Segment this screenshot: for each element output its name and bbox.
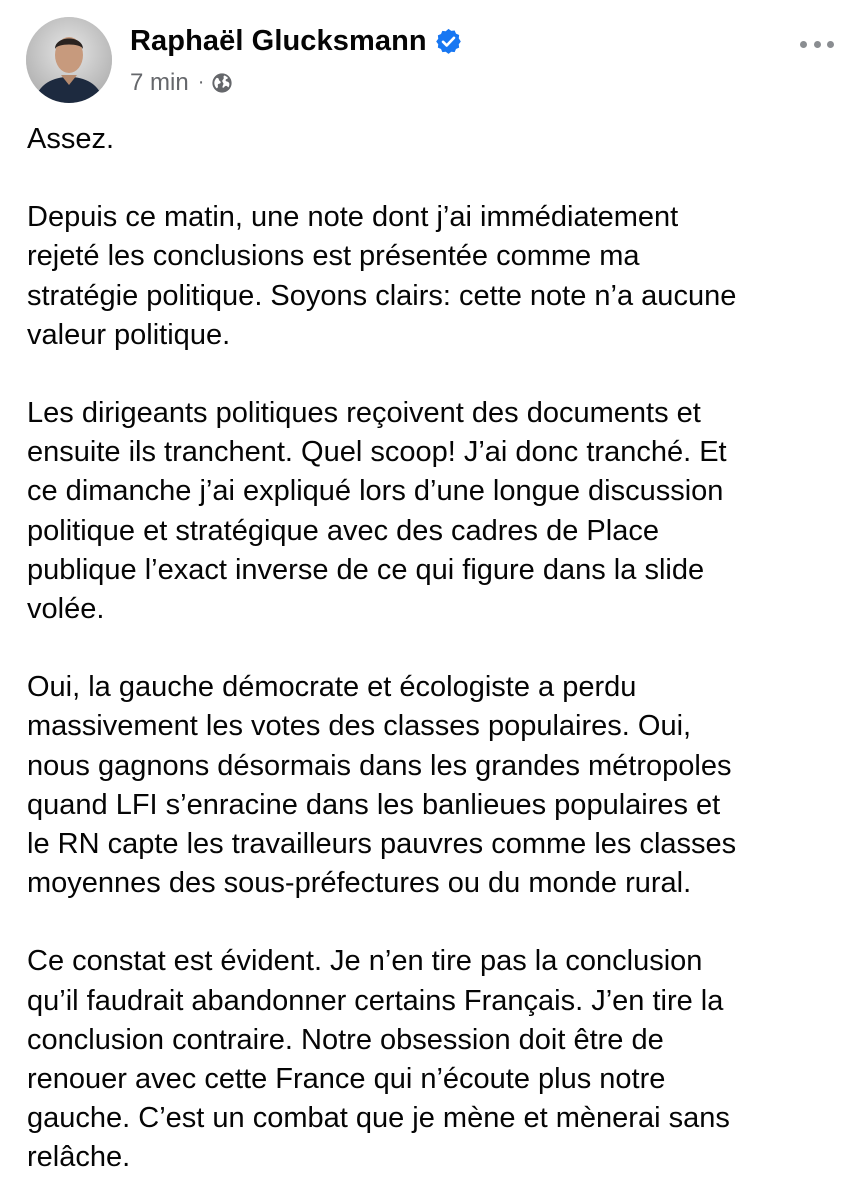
avatar-image <box>26 17 112 103</box>
post-text-line: gauche. C’est un combat que je mène et mènerai sans <box>27 1102 730 1135</box>
post-paragraph <box>27 198 847 355</box>
post-text-line: ensuite ils tranchent. Quel scoop! J’ai donc tranché. Et <box>27 436 727 469</box>
post-text-line: Depuis ce matin, une note dont j’ai immédiatement <box>27 201 679 234</box>
post-paragraph <box>27 120 847 159</box>
more-options-icon[interactable] <box>800 27 834 61</box>
post-text-line: relâche. <box>27 1141 131 1174</box>
post-paragraph <box>27 942 847 1177</box>
post-text-line: politique et stratégique avec des cadres de Place <box>27 514 659 547</box>
more-dot <box>800 41 807 48</box>
globe-icon[interactable] <box>211 72 233 94</box>
more-dot <box>814 41 821 48</box>
post-paragraph <box>27 668 847 903</box>
post-text-line: massivement les votes des classes populaires. Oui, <box>27 710 692 743</box>
post-text-line: Ce constat est évident. Je n’en tire pas la conclusion <box>27 945 703 978</box>
post-text-line: quand LFI s’enracine dans les banlieues populaires et <box>27 788 721 821</box>
post-text-line: Oui, la gauche démocrate et écologiste a perdu <box>27 671 637 704</box>
post-text-line: moyennes des sous-préfectures ou du monde rural. <box>27 867 692 900</box>
post-body-text <box>27 120 847 1178</box>
author-name-row <box>130 25 463 58</box>
post-text-line: conclusion contraire. Notre obsession doit être de <box>27 1023 664 1056</box>
post-text-line: Assez. <box>27 123 115 155</box>
more-dot <box>827 41 834 48</box>
post-text-line: qu’il faudrait abandonner certains Français. J’en tire la <box>27 984 724 1017</box>
post-text-line: Les dirigeants politiques reçoivent des documents et <box>27 397 701 430</box>
author-name[interactable]: Raphaël Glucksmann <box>130 25 427 57</box>
post-header <box>26 17 846 107</box>
post-text-line: publique l’exact inverse de ce qui figure dans la slide <box>27 553 705 586</box>
post-paragraph <box>27 394 847 629</box>
post-timestamp[interactable]: 7 min <box>130 69 189 96</box>
post-text-line: volée. <box>27 593 105 626</box>
post-text-line: rejeté les conclusions est présentée comme ma <box>27 240 640 273</box>
post-text-line: renouer avec cette France qui n’écoute plus notre <box>27 1063 666 1096</box>
post-text-line: le RN capte les travailleurs pauvres comme les classes <box>27 828 737 861</box>
author-avatar[interactable] <box>26 17 112 103</box>
post-text-line: nous gagnons désormais dans les grandes métropoles <box>27 749 732 782</box>
post-text-line: stratégie politique. Soyons clairs: cette note n’a aucune <box>27 279 737 312</box>
post-meta <box>130 69 233 97</box>
verified-badge-icon <box>434 27 463 56</box>
meta-separator: · <box>197 70 205 93</box>
post-text-line: valeur politique. <box>27 318 231 351</box>
post-text-line: ce dimanche j’ai expliqué lors d’une longue discussion <box>27 475 724 508</box>
